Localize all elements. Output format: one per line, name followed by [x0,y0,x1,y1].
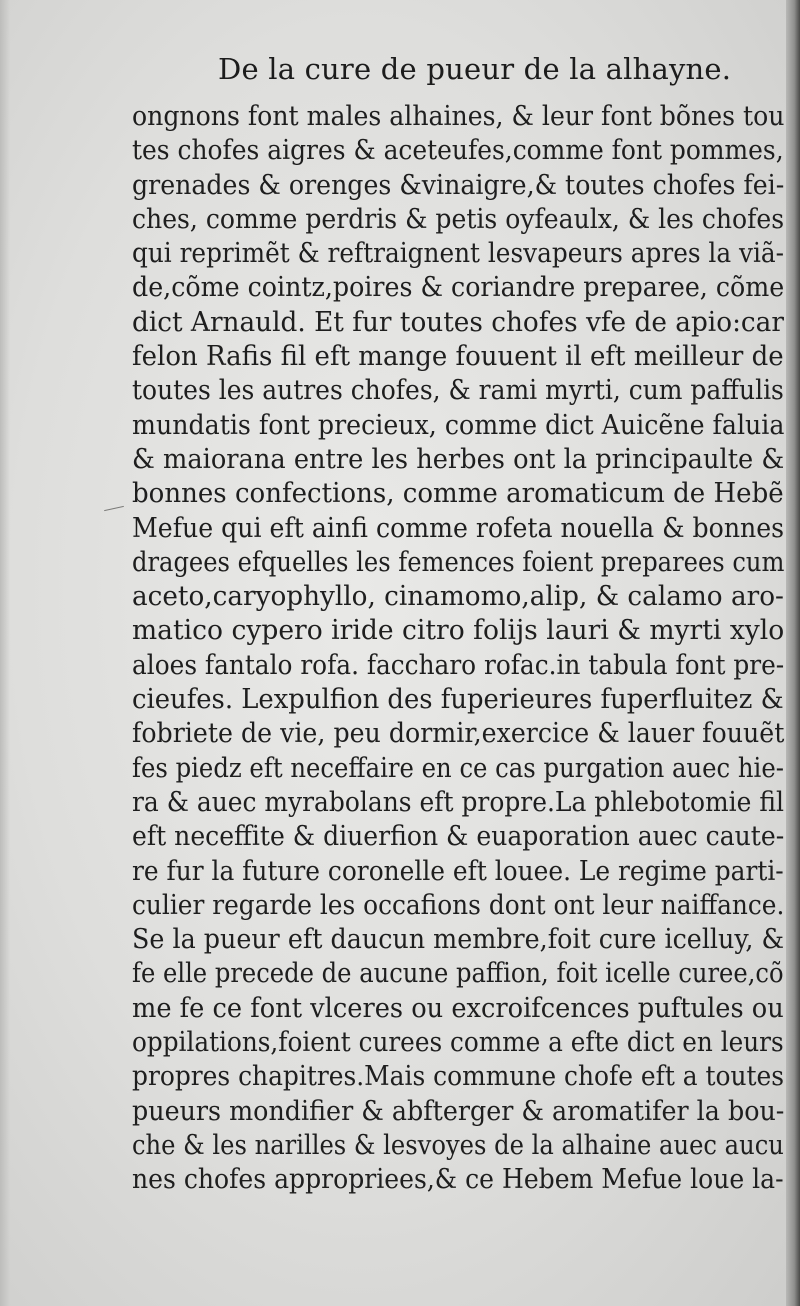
text-line: culier regarde les occafions dont ont leur naiffance. [132,889,785,921]
text-line: mundatis font precieux, comme dict Auicẽne faluia [132,409,785,441]
text-line: Mefue qui eft ainfi comme rofeta nouella & bonnes [132,512,785,544]
margin-pen-mark [104,506,124,511]
text-line: grenades & orenges &vinaigre,& toutes chofes fei- [132,169,785,201]
text-line: ongnons font males alhaines, & leur font bõnes tou [132,101,785,132]
running-header: De la cure de pueur de la alhayne. [218,52,732,86]
text-line: dict Arnauld. Et fur toutes chofes vfe de apio:car [132,306,784,338]
text-line: oppilations,foient curees comme a efte dict en leurs [132,1027,784,1059]
page-left-shadow [0,0,10,1306]
text-line: fe elle precede de aucune paffion, foit icelle curee,cõ [132,958,784,990]
text-line: propres chapitres.Mais commune chofe eft a toutes [132,1061,785,1093]
text-line: che & les narilles & lesvoyes de la alhaine auec aucu [132,1129,784,1161]
text-line: eft neceffite & diuerfion & euaporation auec caute- [132,821,785,853]
text-line: me fe ce font vlceres ou excroifcences puftules ou [132,992,784,1024]
text-line: ches, comme perdris & petis oyfeaulx, & les chofes [132,203,785,235]
text-line: & maiorana entre les herbes ont la principaulte & [132,443,785,475]
text-line: felon Rafis fil eft mange fouuent il eft meilleur de [132,341,784,373]
text-line: Se la pueur eft daucun membre,foit cure icelluy, & [132,924,785,956]
text-line: pueurs mondifier & abfterger & aromatifer la bou- [132,1095,785,1127]
text-line: nes chofes appropriees,& ce Hebem Mefue loue la- [132,1164,784,1196]
text-line: cieufes. Lexpulfion des fuperieures fuperfluitez & [132,684,784,716]
text-line: re fur la future coronelle eft louee. Le regime parti- [132,855,784,887]
text-line: aloes fantalo rofa. faccharo rofac.in tabula font pre- [132,649,785,681]
text-line: ra & auec myrabolans eft propre.La phlebotomie fil [132,786,784,818]
text-line: de,cõme cointz,poires & coriandre preparee, cõme [132,272,785,304]
text-line: aceto,caryophyllo, cinamomo,alip, & calamo aro- [132,581,784,613]
text-line: toutes les autres chofes, & rami myrti, cum paffulis [132,375,784,407]
text-line: fes piedz eft neceffaire en ce cas purgation auec hie- [132,752,784,784]
page-binding-edge [786,0,800,1306]
body-text [132,100,784,1198]
text-line: dragees efquelles les femences foient preparees cum [132,546,785,578]
text-line: bonnes confections, comme aromaticum de Hebẽ [132,478,784,510]
text-line: fobriete de vie, peu dormir,exercice & lauer fouuẽt [132,718,785,750]
text-line: qui reprimẽt & reftraignent lesvapeurs apres la viã- [132,238,785,270]
text-line: matico cypero iride citro folijs lauri & myrti xylo [132,615,785,647]
text-line: tes chofes aigres & aceteufes,comme font pommes, [132,135,784,167]
